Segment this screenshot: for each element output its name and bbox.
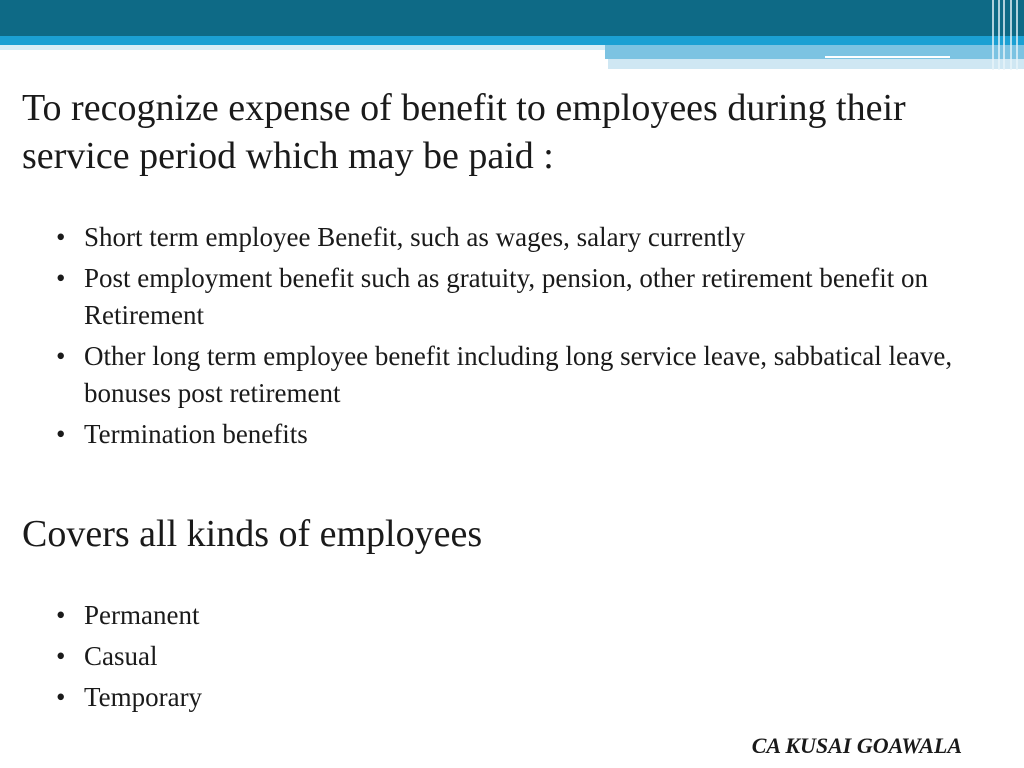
- header-band: [0, 0, 1024, 36]
- bullet-icon: •: [56, 419, 66, 449]
- list-item-text: Temporary: [84, 682, 203, 712]
- list-item: [0, 260, 1024, 334]
- list-item-text: Permanent: [84, 600, 200, 630]
- bullet-icon: •: [56, 600, 66, 630]
- list-item: [0, 679, 1024, 716]
- bullet-icon: •: [56, 222, 66, 252]
- list-item: [0, 219, 1024, 256]
- bullet-icon: •: [56, 263, 66, 293]
- list-item: [0, 638, 1024, 675]
- employee-type-list: [0, 597, 1024, 720]
- footer-author: CA KUSAI GOAWALA: [751, 733, 962, 758]
- header-vertical-lines: [990, 0, 1024, 70]
- list-item-text: Post employment benefit such as gratuity, pension, other retirement benefit on Retirement: [84, 263, 929, 330]
- list-item-text: Termination benefits: [84, 419, 308, 449]
- bullet-icon: •: [56, 641, 66, 671]
- bullet-icon: •: [56, 682, 66, 712]
- header-stripe: [0, 45, 605, 50]
- header-accent-line: [825, 56, 950, 58]
- intro-heading: To recognize expense of benefit to employees during their service period which may be paid :: [22, 87, 906, 177]
- list-item: [0, 597, 1024, 634]
- list-item-text: Casual: [84, 641, 158, 671]
- benefit-list: [0, 219, 1024, 457]
- bullet-icon: •: [56, 341, 66, 371]
- coverage-heading: Covers all kinds of employees: [22, 513, 483, 555]
- list-item-text: Other long term employee benefit including long service leave, sabbatical leave, bonuses post retirement: [84, 341, 953, 408]
- header-stripe: [608, 59, 1024, 69]
- header-stripe: [0, 36, 1024, 45]
- list-item: [0, 416, 1024, 453]
- header-stripe: [605, 45, 1024, 59]
- list-item: [0, 338, 1024, 412]
- list-item-text: Short term employee Benefit, such as wages, salary currently: [84, 222, 746, 252]
